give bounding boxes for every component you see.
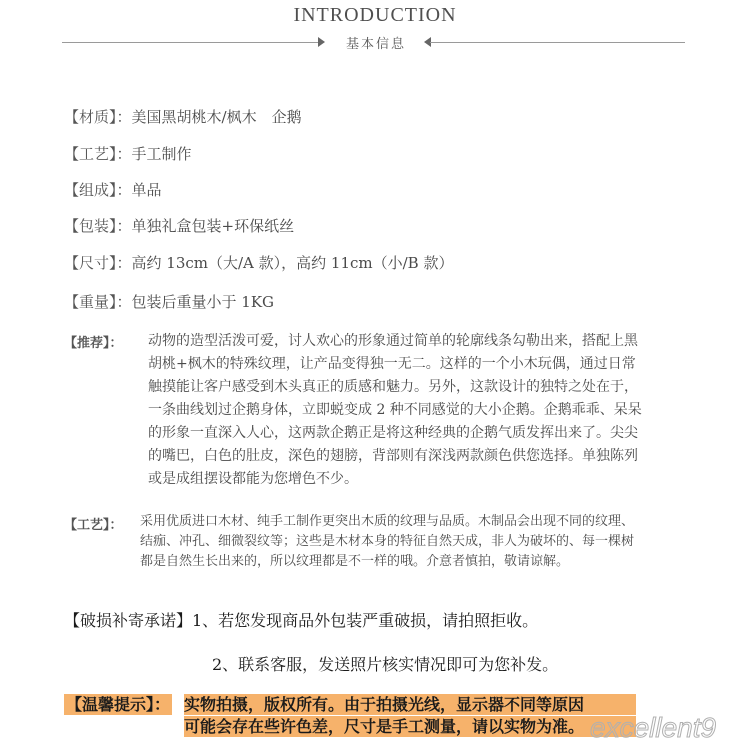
divider-line-left xyxy=(62,42,322,43)
spec-value: 包装后重量小于 1KG xyxy=(131,293,275,311)
spec-weight xyxy=(64,292,274,312)
arrow-left-icon xyxy=(318,37,325,47)
spec-label: 【组成】： xyxy=(64,181,132,199)
craft-label: 【工艺】： xyxy=(64,518,123,533)
spec-label: 【包装】： xyxy=(64,217,132,235)
damage-promise-line-2: 2、联系客服，发送照片核实情况即可为您补发。 xyxy=(212,655,559,674)
damage-promise-line-1: 【破损补寄承诺】1、若您发现商品外包装严重破损，请拍照拒收。 xyxy=(64,611,539,630)
spec-value: 单独礼盒包装+环保纸丝 xyxy=(131,217,295,235)
watermark: excellent9 xyxy=(590,712,717,743)
notice-line-1: 实物拍摄，版权所有。由于拍摄光线，显示器不同等原因 xyxy=(184,694,636,715)
craft-text: 采用优质进口木材、纯手工制作更突出木质的纹理与品质。木制品会出现不同的纹理、结痂、冲孔、细微裂纹等；这些是木材本身的特征自然天成，非人为破坏的、每一棵树都是自然生长出来的，所以纹理都是不一样的哦。介意者慎拍，敬请谅解。 xyxy=(140,514,635,569)
spec-value: 手工制作 xyxy=(131,145,192,163)
spec-label: 【工艺】： xyxy=(64,145,132,163)
page-title: INTRODUCTION xyxy=(293,4,457,26)
notice-label: 【温馨提示】： xyxy=(66,695,171,714)
recommend-text: 动物的造型活泼可爱，讨人欢心的形象通过简单的轮廓线条勾勒出来，搭配上黑胡桃+枫木的特殊纹理，让产品变得独一无二。这样的一个小木玩偶，通过日常触摸能让客户感受到木头真正的质感和魅力。另外，这款设计的独特之处在于，一条曲线划过企鹅身体，立即蜕变成 2 种不同感觉的大小企鹅。企鹅乖乖、呆呆的形象一直深入人心，这两款企鹅正是将这种经典的企鹅气质发挥出来了。尖尖的嘴巴，白色的肚皮，深色的翅膀，背部则有深浅两款颜色供您选择。单独陈列或是成组摆设都能为您增色不少。 xyxy=(148,333,642,487)
spec-size xyxy=(64,253,453,273)
section-subtitle: 基本信息 xyxy=(345,37,406,52)
spec-label: 【尺寸】： xyxy=(64,254,132,272)
spec-value: 美国黑胡桃木/枫木 企鹅 xyxy=(131,108,302,126)
spec-material xyxy=(64,107,302,127)
recommend-label: 【推荐】： xyxy=(64,336,123,351)
spec-craft xyxy=(64,144,192,164)
spec-packaging xyxy=(64,216,294,236)
spec-value: 单品 xyxy=(131,181,162,199)
divider-line-right xyxy=(430,42,685,43)
spec-label: 【材质】： xyxy=(64,108,132,126)
notice-line-2: 可能会存在些许色差，尺寸是手工测量，请以实物为准。 xyxy=(184,716,636,737)
spec-composition xyxy=(64,180,162,200)
spec-value: 高约 13cm（大/A 款），高约 11cm（小/B 款） xyxy=(131,254,454,272)
spec-label: 【重量】： xyxy=(64,293,132,311)
